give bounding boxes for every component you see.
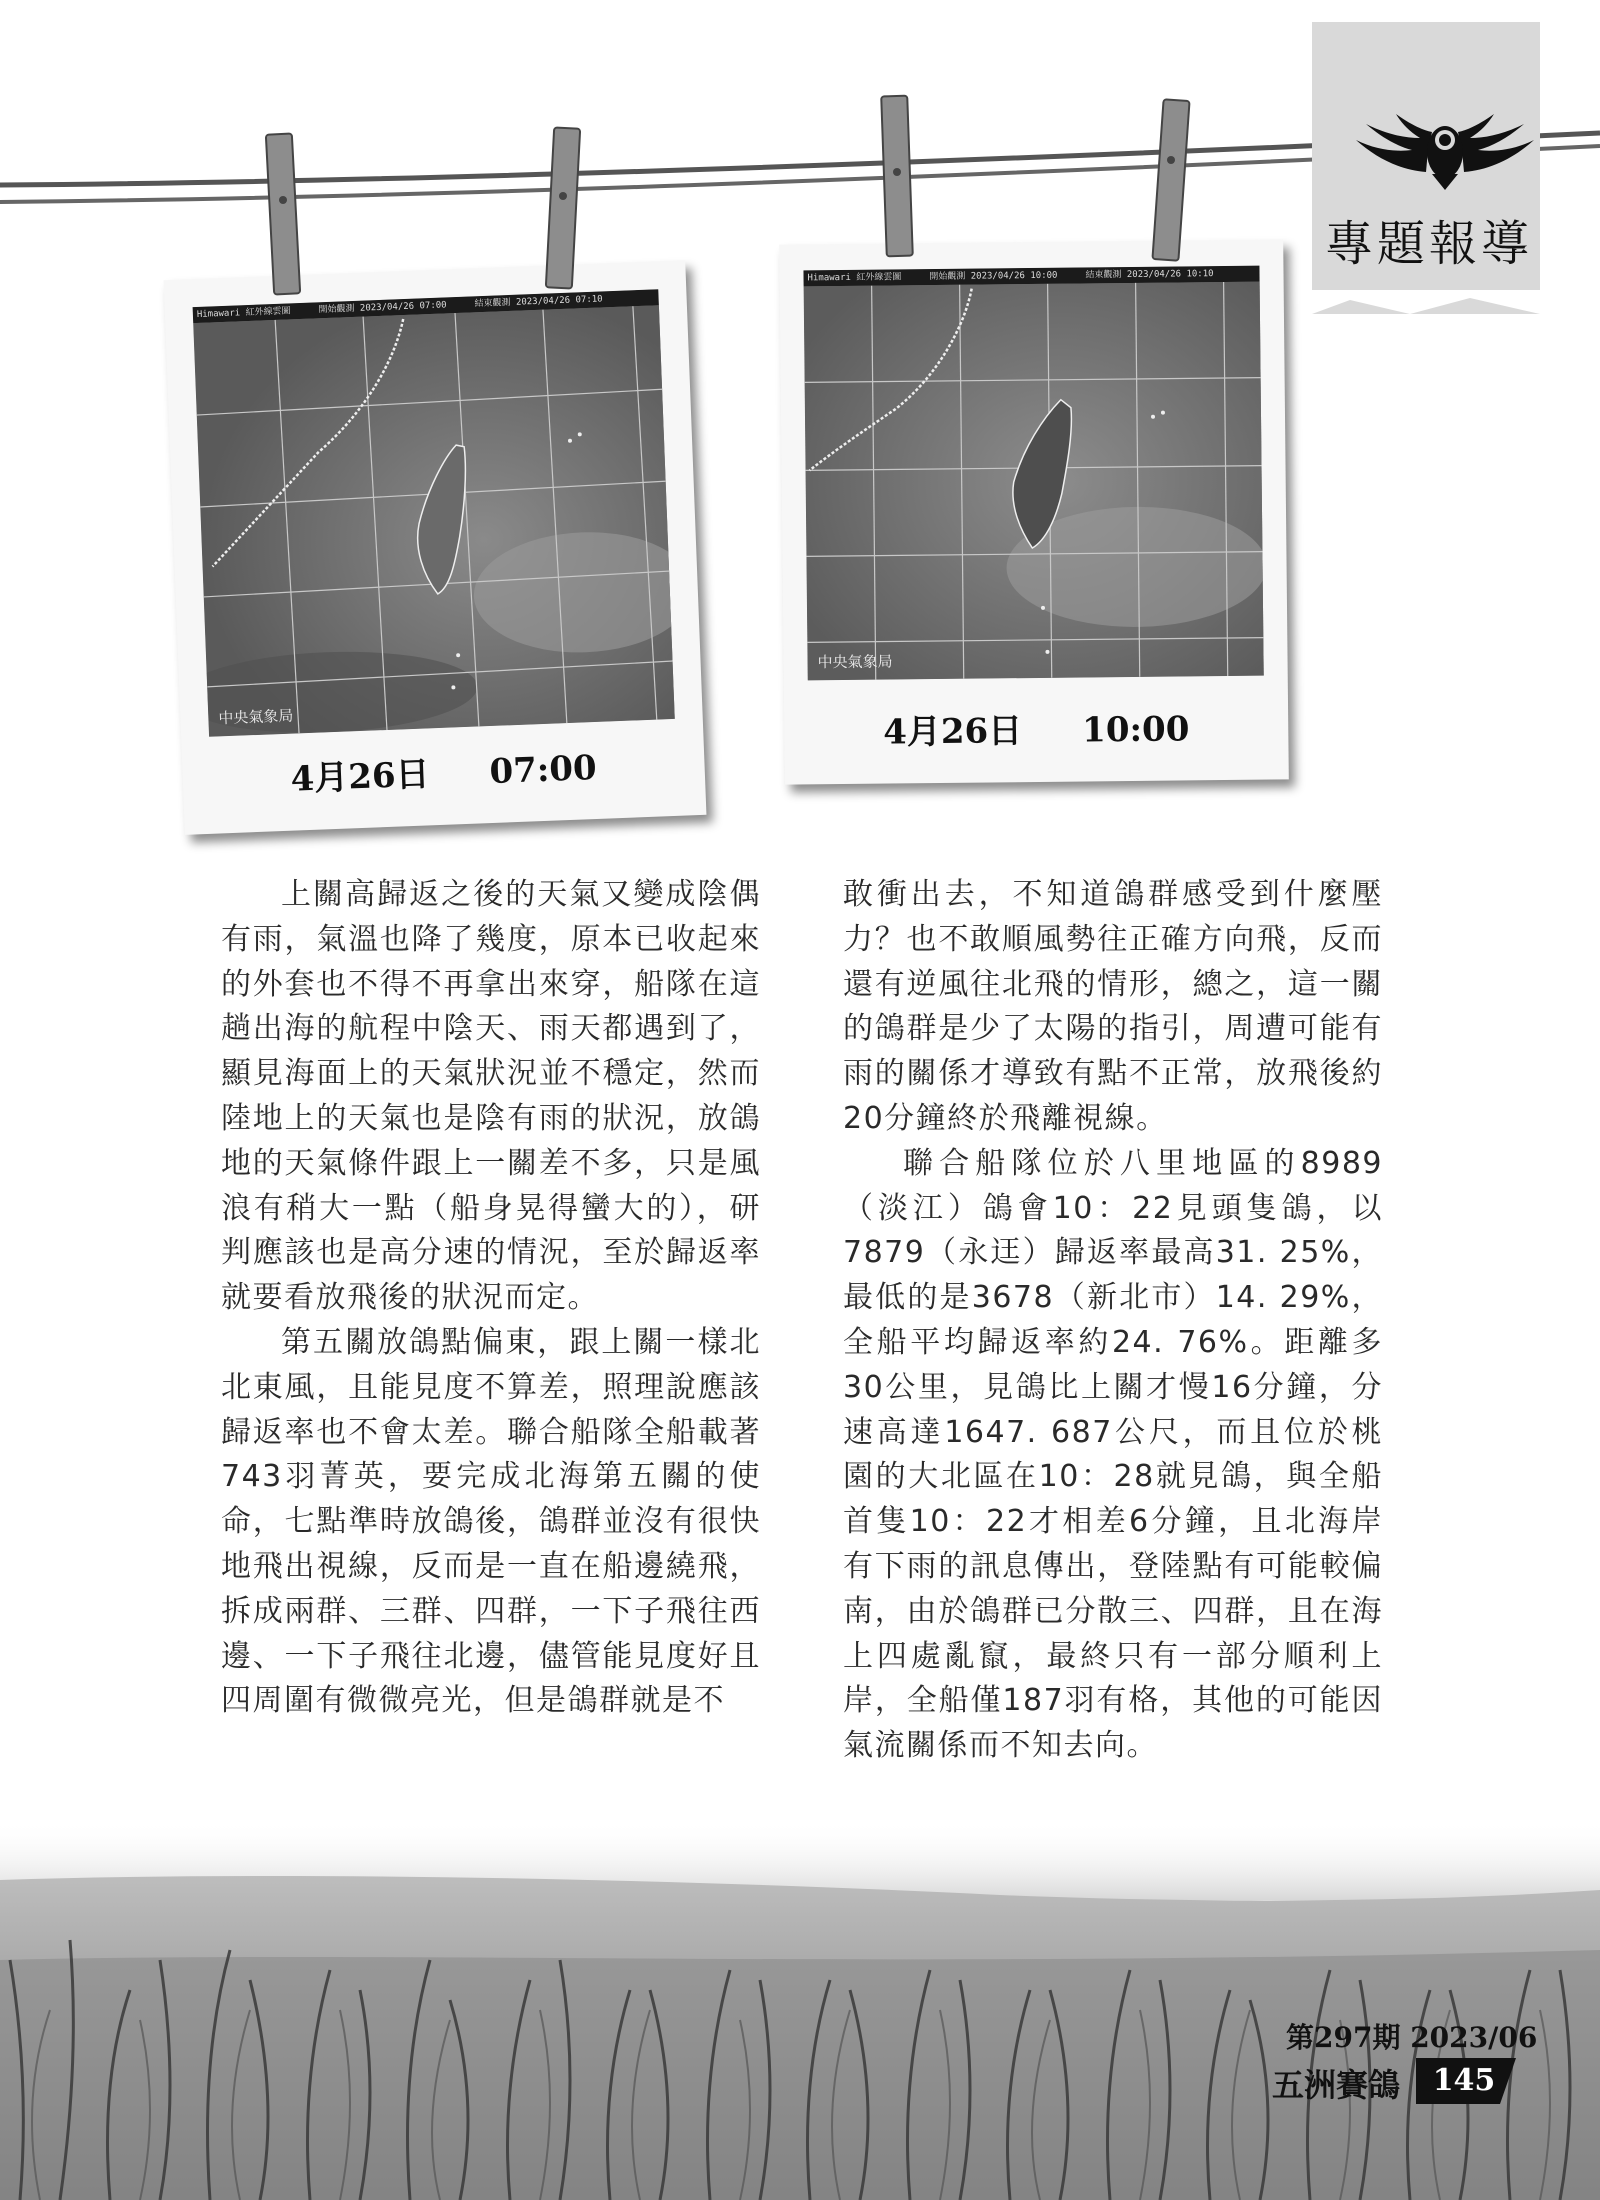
photo-time: 10:00 <box>1081 709 1190 751</box>
satellite-header: Himawari 紅外線雲圖 開始觀測 2023/04/26 10:00 結束觀測 2023/04/26 10:10 <box>803 266 1259 287</box>
page-number: 145 <box>1432 2063 1496 2098</box>
satellite-credit: 中央氣象局 <box>817 652 893 672</box>
section-title: 專題報導 <box>1324 216 1533 272</box>
satellite-credit: 中央氣象局 <box>218 706 294 728</box>
photo-time: 07:00 <box>488 747 598 793</box>
magazine-name: 五洲賽鴿 <box>1272 2066 1401 2104</box>
paragraph: 敢衝出去，不知道鴿群感受到什麼壓力？也不敢順風勢往正確方向飛，反而還有逆風往北飛的情形，總之，這一關的鴿群是少了太陽的指引，周遭可能有雨的關係才導致有點不正常，放飛後約20分鐘終於飛離視線。 <box>843 877 1383 1136</box>
paragraph: 第五關放鴿點偏東，跟上關一樣北北東風，且能見度不算差，照理說應該歸返率也不會太差。聯合船隊全船載著743羽菁英，要完成北海第五關的使命，七點準時放鴿後，鴿群並沒有很快地飛出視線，反而是一直在船邊繞飛，拆成兩群、三群、四群，一下子飛往西邊、一下子飛往北邊，儘管能見度好且四周圍有微微亮光，但是鴿群就是不 <box>221 1324 761 1719</box>
satellite-header: Himawari 紅外線雲圖 開始觀測 2023/04/26 07:00 結束觀測 2023/04/26 07:10 <box>193 289 659 323</box>
photo-date: 4月26日 <box>882 711 1023 753</box>
paragraph: 上關高歸返之後的天氣又變成陰偶有雨，氣溫也降了幾度，原本已收起來的外套也不得不再拿出來穿，船隊在這趟出海的航程中陰天、雨天都遇到了，顯見海面上的天氣狀況並不穩定，然而陸地上的天氣也是陰有雨的狀況，放鴿地的天氣條件跟上一關差不多，只是風浪有稍大一點（船身晃得蠻大的），研判應該也是高分速的情況，至於歸返率就要看放飛後的狀況而定。 <box>221 877 761 1316</box>
paragraph: 聯合船隊位於八里地區的8989（淡江）鴿會10：22見頭隻鴿，以7879（永迋）歸返率最高31. 25%，最低的是3678（新北市）14. 29%，全船平均歸返率約24. 76%。距離多30公里，見鴿比上關才慢16分鐘，分速高達1647. 687公尺，而且位於桃園的大北區在10：28就見鴿，與全船首隻10：22才相差6分鐘，且北海岸有下雨的訊息傳出，登陸點有可能較偏南，由於鴿群已分散三、四群，且在海上四處亂竄，最終只有一部分順利上岸，全船僅187羽有格，其他的可能因氣流關係而不知去向。 <box>843 1145 1383 1764</box>
photo-date: 4月26日 <box>289 754 431 800</box>
issue-number: 第297期 <box>1286 2021 1401 2054</box>
issue-date: 2023/06 <box>1410 2021 1538 2054</box>
